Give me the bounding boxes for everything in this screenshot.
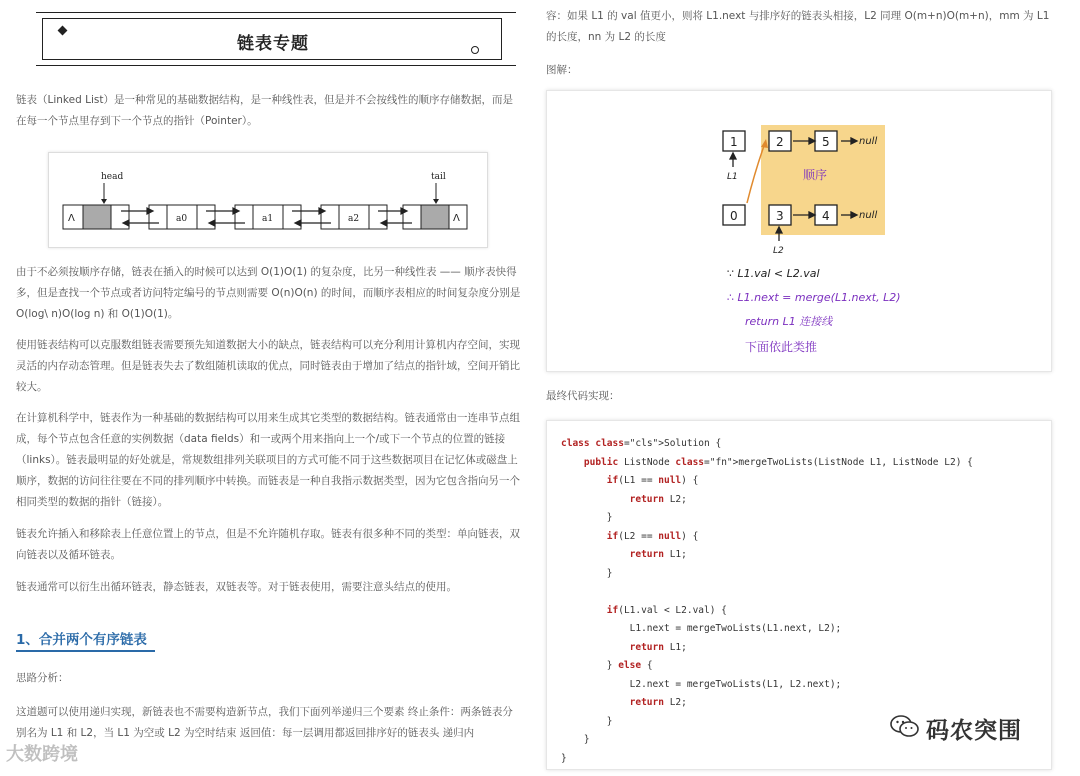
title-banner xyxy=(36,12,516,70)
analogy-line: 下面依此类推 xyxy=(745,340,818,354)
code-line: if(L1.val < L2.val) { xyxy=(606,604,727,616)
right-column xyxy=(546,0,1056,776)
order-label: 顺序 xyxy=(803,168,828,182)
node-bottom-1: 0 xyxy=(730,209,738,223)
recursion-line: ∴ L1.next = merge(L1.next, L2) xyxy=(727,291,901,304)
code-line: } else { xyxy=(561,660,653,671)
left-column xyxy=(16,0,522,776)
code-line: class class="cls">Solution { xyxy=(561,438,722,449)
diagram-card xyxy=(546,90,1052,372)
condition-line: ∵ L1.val < L2.val xyxy=(727,267,820,280)
code-line xyxy=(561,583,973,602)
node-a0-label: a0 xyxy=(176,214,188,224)
node-top-2: 2 xyxy=(776,135,784,149)
code-line: } xyxy=(561,715,613,727)
code-line: return L1; xyxy=(629,641,687,653)
page-title: 链表专题 xyxy=(237,34,309,54)
diagram-label: 图解： xyxy=(546,64,578,76)
node-a2-label: a2 xyxy=(348,214,360,224)
code-line: L2.next = mergeTwoLists(L1, L2.next); xyxy=(561,678,842,690)
tail-null-symbol: Λ xyxy=(453,213,460,224)
l1-pointer-label: L1 xyxy=(727,172,738,182)
tail-label: tail xyxy=(431,172,446,182)
analysis-label: 思路分析： xyxy=(16,672,69,684)
watermark-left: 大数跨境 xyxy=(6,744,78,765)
types-paragraph: 链表允许插入和移除表上任意位置上的节点，但是不允许随机存取。链表有很多种不同的类型：单向链表，双向链表以及循环链表。 xyxy=(16,528,520,561)
analysis-paragraph: 这道题可以使用递归实现，新链表也不需要构造新节点，我们下面列举递归三个要素 终止条件：两条链表分别名为 L1 和 L2，当 L1 为空或 L2 为空时结束 返回值：每一层调用都返回排序好的链表头 递归内 xyxy=(16,706,513,739)
complexity-paragraph: 由于不必须按顺序存储，链表在插入的时候可以达到 O(1)O(1) 的复杂度，比另一种线性表 —— 顺序表快得多，但是查找一个节点或者访问特定编号的节点则需要 O(n)O(n) 的时间，而顺序表相应的时间复杂度分别是 O(log\ n)O(log n) 和 O(1)O(1)。 xyxy=(16,266,521,320)
node-bottom-2: 3 xyxy=(776,209,784,223)
code-line: return L2; xyxy=(629,697,687,708)
watermark-right: 码农突围 xyxy=(926,718,1022,744)
list-node-a0 xyxy=(149,205,215,229)
tail-node xyxy=(403,205,467,229)
code-label: 最终代码实现： xyxy=(546,390,620,402)
definition-paragraph: 在计算机科学中，链表作为一种基础的数据结构可以用来生成其它类型的数据结构。链表通常由一连串节点组成，每个节点包含任意的实例数据（data fields）和一或两个用来指向上一个/或下一个节点的位置的链接（links）。链表最明显的好处就是，常规数组排列关联项目的方式可能不同于这些数据项目在记忆体或磁盘上顺序，数据的访问往往要在不同的排列顺序中转换。而链表是一种自我指示数据类型，因为它包含指向另一个相同类型的数据的指针（链接）。 xyxy=(16,412,520,508)
intro-paragraph: 链表（Linked List）是一种常见的基础数据结构，是一种线性表，但是并不会按线性的顺序存储数据，而是在每一个节点里存到下一个节点的指针（Pointer）。 xyxy=(16,94,513,127)
memory-paragraph: 使用链表结构可以克服数组链表需要预先知道数据大小的缺点，链表结构可以充分利用计算机内存空间，实现灵活的内存动态管理。但是链表失去了数组随机读取的优点，同时链表由于增加了结点的指针域，空间开销比较大。 xyxy=(16,339,520,393)
code-line: } xyxy=(561,567,613,579)
head-node xyxy=(63,205,129,229)
null-top: null xyxy=(859,136,878,147)
code-line: } xyxy=(561,752,567,764)
node-top-1: 1 xyxy=(730,135,738,149)
code-line: } xyxy=(561,512,613,523)
variants-paragraph: 链表通常可以衍生出循环链表，静态链表，双链表等。对于链表使用，需要注意头结点的使用。 xyxy=(16,581,457,593)
l2-pointer-label: L2 xyxy=(773,246,784,256)
merge-diagram xyxy=(547,91,1053,373)
node-a1-label: a1 xyxy=(262,214,274,224)
tail-arrowhead-icon xyxy=(433,199,439,204)
head-null-symbol: Λ xyxy=(68,213,75,224)
node-bottom-3: 4 xyxy=(822,209,830,223)
list-node-a1 xyxy=(235,205,301,229)
return-line: return L1 连接线 xyxy=(745,315,833,328)
code-line: return L1; xyxy=(629,549,687,560)
code-line: public ListNode class="fn">mergeTwoLists(ListNode L1, ListNode L2) { xyxy=(583,456,973,468)
ring-ornament-icon xyxy=(471,46,479,54)
section-heading-underline xyxy=(16,650,155,652)
linked-list-figure xyxy=(48,152,488,248)
code-line: L1.next = mergeTwoLists(L1.next, L2); xyxy=(561,623,842,634)
linked-list-diagram xyxy=(49,153,489,249)
title-top-rule xyxy=(36,12,516,13)
continuation-paragraph: 容：如果 L1 的 val 值更小，则将 L1.next 与排序好的链表头相接，L2 同理 O(m+n)O(m+n)，mm 为 L1的长度，nn 为 L2 的长度 xyxy=(546,10,1050,43)
title-bottom-rule xyxy=(36,65,516,66)
code-line: } xyxy=(561,734,590,745)
wechat-icon xyxy=(890,713,920,739)
code-line: if(L1 == null) { xyxy=(606,475,699,486)
null-bottom: null xyxy=(859,210,878,221)
head-label: head xyxy=(101,172,124,182)
node-top-3: 5 xyxy=(822,135,830,149)
title-frame xyxy=(42,18,502,60)
list-node-a2 xyxy=(321,205,387,229)
code-line: return L2; xyxy=(629,493,687,505)
head-arrowhead-icon xyxy=(101,199,107,204)
code-line: if(L2 == null) { xyxy=(606,530,699,542)
section-heading: 1、合并两个有序链表 xyxy=(16,632,147,648)
